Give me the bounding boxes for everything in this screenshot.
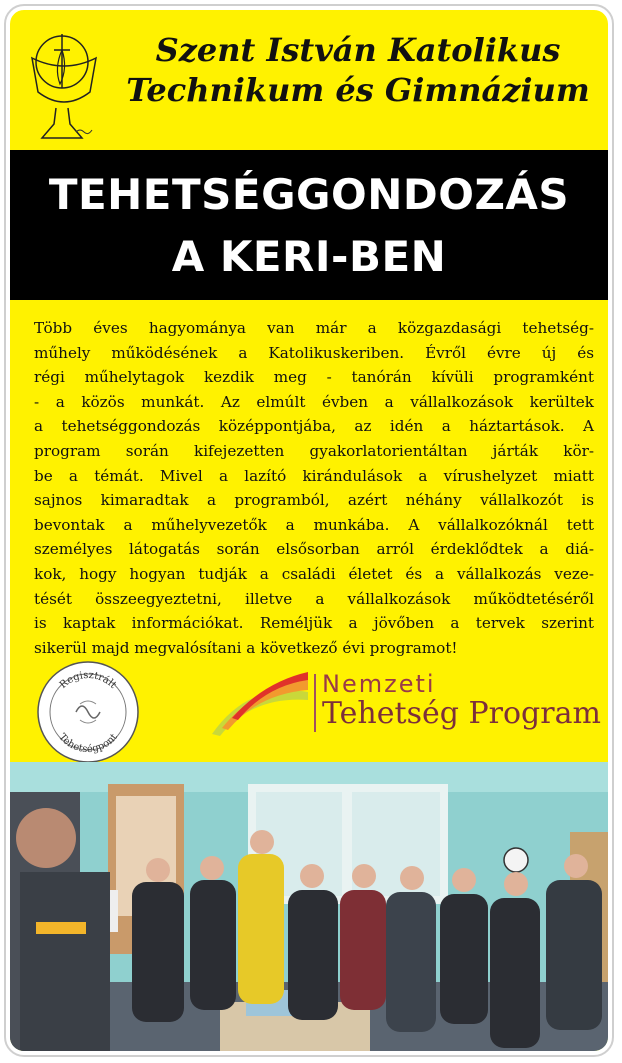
chalice-logo-icon — [24, 28, 110, 146]
ntp-wave-icon — [208, 672, 312, 742]
article-line: is kaptak információkat. Reméljük a jövőben a tervek szerint — [34, 614, 594, 633]
school-name-line1: Szent István Katolikus — [155, 31, 561, 69]
article-line: személyes látogatás során elsősorban arról érdeklődtek a diá- — [34, 540, 594, 559]
article-body — [34, 316, 594, 660]
article-line: bevontak a műhelyvezetők a munkába. A vállalkozóknál tett — [34, 515, 594, 534]
article-line: Több éves hagyománya van már a közgazdasági tehetség- — [34, 319, 594, 337]
ntp-line1: Nemzeti — [322, 670, 436, 698]
group-photo — [10, 762, 612, 1055]
article-line: program során kifejezetten gyakorlatorientáltan járták kör- — [34, 441, 594, 460]
article-line: - a közös munkát. Az elmúlt évben a vállalkozások kerültek — [34, 392, 594, 411]
ntp-divider — [314, 674, 316, 732]
ntp-line2: Tehetség Program — [322, 696, 601, 731]
ntp-logo — [208, 670, 601, 750]
article-line: a tehetséggondozás középpontjába, az idén a háztartások. A — [34, 417, 594, 436]
tehetsegpont-stamp-icon — [36, 660, 140, 764]
header — [10, 10, 608, 150]
article-line: be a témát. Mivel a lazító kirándulások a vírushelyzet miatt — [34, 466, 594, 485]
article-line: kok, hogy hogyan tudják a családi életet és a vállalkozás veze- — [34, 564, 594, 583]
article-line: tését összeegyeztetni, illetve a vállalkozások működtetéséről — [34, 589, 594, 608]
title-line2: A KERI-BEN — [171, 232, 447, 281]
article-line: régi műhelytagok kezdik meg - tanórán kívüli programként — [34, 368, 594, 387]
article-line: sajnos kimaradtak a programból, azért néhány vállalkozót is — [34, 491, 594, 510]
article-line: sikerül majd megvalósítani a következő évi programot! — [34, 638, 458, 657]
title-line1: TEHETSÉGGONDOZÁS — [48, 170, 570, 219]
stamp-top-text: Regisztrált — [57, 669, 119, 691]
title-banner — [10, 150, 608, 300]
school-name-line2: Technikum és Gimnázium — [126, 71, 590, 109]
stamp-bottom-text: Tehetségpont — [56, 731, 120, 756]
article-line: műhely működésének a Katolikuskeriben. Évről évre új és — [34, 343, 594, 362]
poster-frame — [6, 6, 612, 1055]
school-name — [118, 30, 598, 110]
